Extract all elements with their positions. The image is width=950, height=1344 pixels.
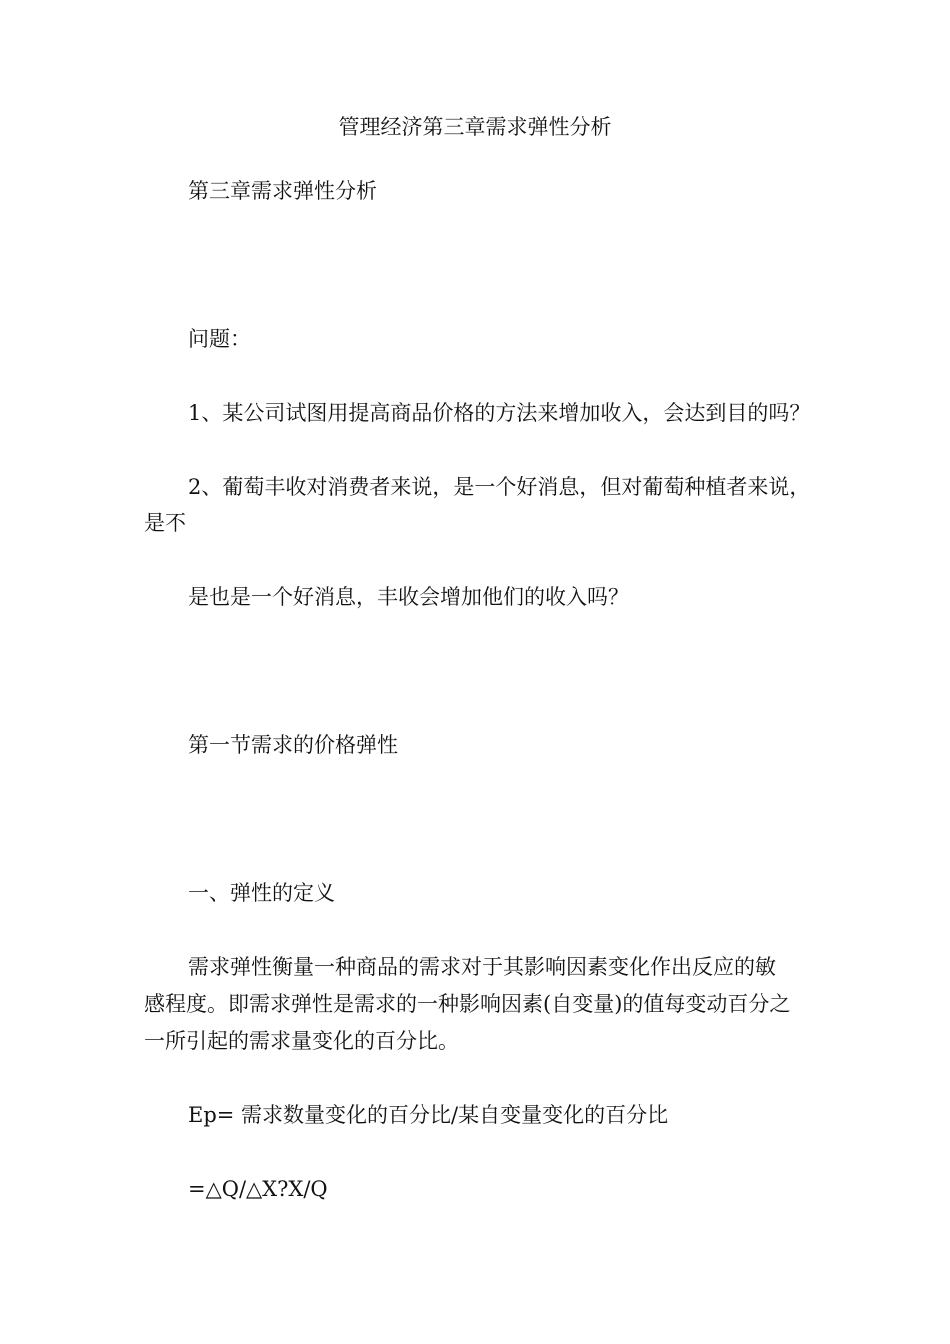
formula-line-2: =△Q/△X?X/Q [188, 1177, 328, 1201]
formula-line-1: Ep= 需求数量变化的百分比/某自变量变化的百分比 [188, 1103, 669, 1127]
definition-line-3: 一所引起的需求量变化的百分比。 [144, 1029, 459, 1053]
question-2-line-1: 2、葡萄丰收对消费者来说，是一个好消息，但对葡萄种植者来说， [188, 475, 811, 499]
question-1: 1、某公司试图用提高商品价格的方法来增加收入，会达到目的吗？ [188, 401, 811, 425]
section-heading: 第一节需求的价格弹性 [188, 733, 398, 757]
subsection-heading: 一、弹性的定义 [188, 881, 335, 905]
question-2-line-2: 是不 [144, 511, 186, 535]
question-2-line-3: 是也是一个好消息，丰收会增加他们的收入吗？ [188, 585, 629, 609]
questions-label: 问题： [188, 327, 251, 351]
definition-line-2: 感程度。即需求弹性是需求的一种影响因素(自变量)的值每变动百分之 [144, 992, 791, 1016]
definition-line-1: 需求弹性衡量一种商品的需求对于其影响因素变化作出反应的敏 [188, 955, 776, 979]
chapter-heading: 第三章需求弹性分析 [188, 179, 377, 203]
document-title: 管理经济第三章需求弹性分析 [338, 115, 612, 139]
